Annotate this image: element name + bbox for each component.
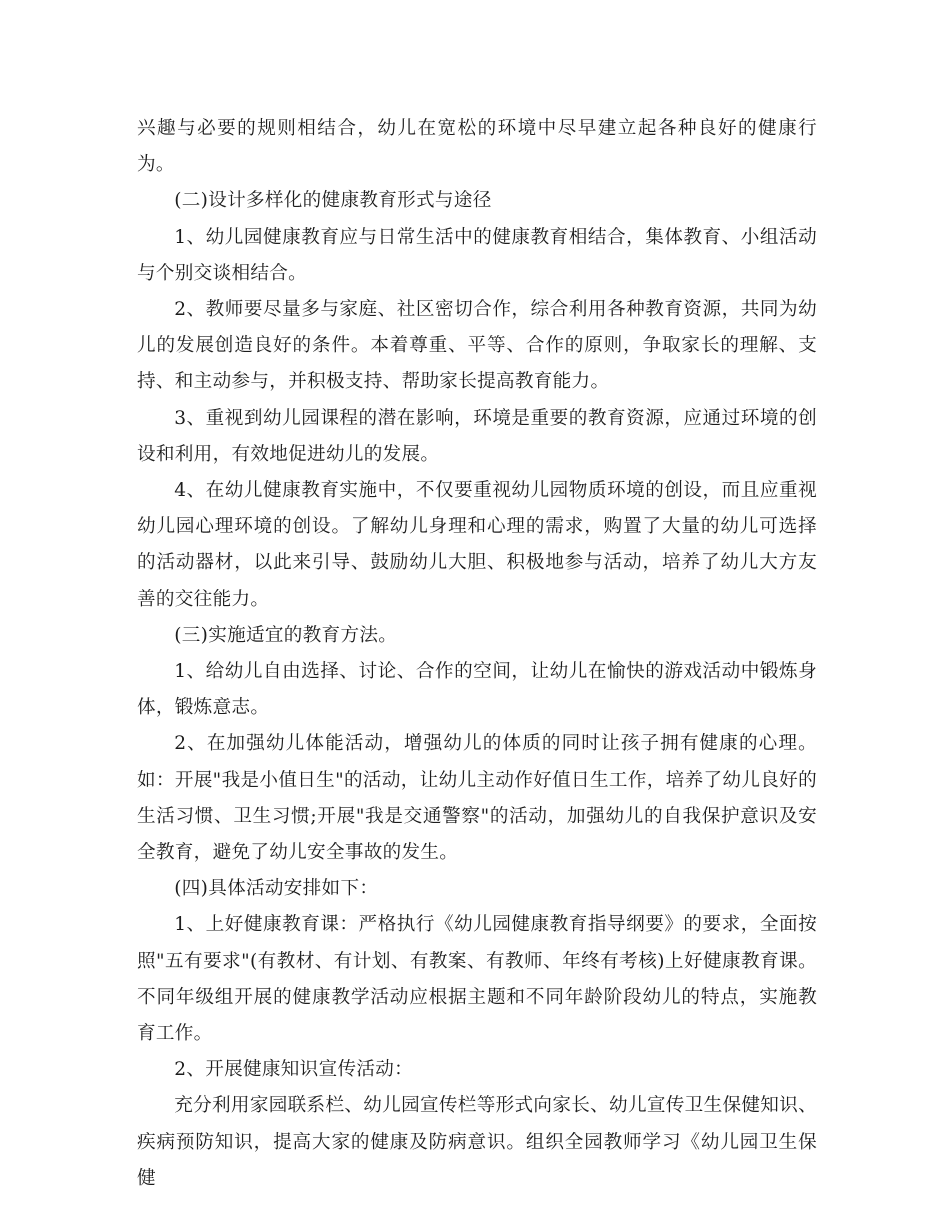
paragraph-activity-2: 2、开展健康知识宣传活动： [174, 1059, 414, 1081]
paragraph-item-2: 2、教师要尽量多与家庭、社区密切合作，综合利用各种教育资源，共同为幼儿的发展创造良好的条件。本着尊重、平等、合作的原则，争取家长的理解、支持、和主动参与，并积极支持、帮助家长提高教育能力。 [137, 299, 817, 393]
heading-section-4: (四)具体活动安排如下： [174, 878, 379, 900]
paragraph-continuation: 兴趣与必要的规则相结合，幼儿在宽松的环境中尽早建立起各种良好的健康行为。 [137, 118, 817, 176]
paragraph-item-4: 4、在幼儿健康教育实施中，不仅要重视幼儿园物质环境的创设，而且应重视幼儿园心理环境的创设。了解幼儿身理和心理的需求，购置了大量的幼儿可选择的活动器材，以此来引导、鼓励幼儿大胆、积极地参与活动，培养了幼儿大方友善的交往能力。 [137, 480, 817, 610]
paragraph-method-2: 2、在加强幼儿体能活动，增强幼儿的体质的同时让孩子拥有健康的心理。如：开展"我是小值日生"的活动，让幼儿主动作好值日生工作，培养了幼儿良好的生活习惯、卫生习惯;开展"我是交通警察"的活动，加强幼儿的自我保护意识及安全教育，避免了幼儿安全事故的发生。 [137, 733, 817, 864]
heading-section-2: (二)设计多样化的健康教育形式与途径 [174, 190, 492, 212]
paragraph-item-1: 1、幼儿园健康教育应与日常生活中的健康教育相结合，集体教育、小组活动与个别交谈相结合。 [137, 226, 817, 284]
document-page [137, 111, 817, 1197]
heading-section-3: (三)实施适宜的教育方法。 [174, 624, 398, 646]
paragraph-item-3: 3、重视到幼儿园课程的潜在影响，环境是重要的教育资源，应通过环境的创设和利用，有效地促进幼儿的发展。 [137, 407, 817, 465]
paragraph-activity-1: 1、上好健康教育课：严格执行《幼儿园健康教育指导纲要》的要求，全面按照"五有要求"(有教材、有计划、有教案、有教师、年终有考核)上好健康教育课。不同年级组开展的健康教学活动应根据主题和不同年龄阶段幼儿的特点，实施教育工作。 [137, 914, 817, 1045]
paragraph-method-1: 1、给幼儿自由选择、讨论、合作的空间，让幼儿在愉快的游戏活动中锻炼身体，锻炼意志。 [137, 661, 817, 719]
paragraph-publicity: 充分利用家园联系栏、幼儿园宣传栏等形式向家长、幼儿宣传卫生保健知识、疾病预防知识，提高大家的健康及防病意识。组织全园教师学习《幼儿园卫生保健 [137, 1095, 817, 1189]
